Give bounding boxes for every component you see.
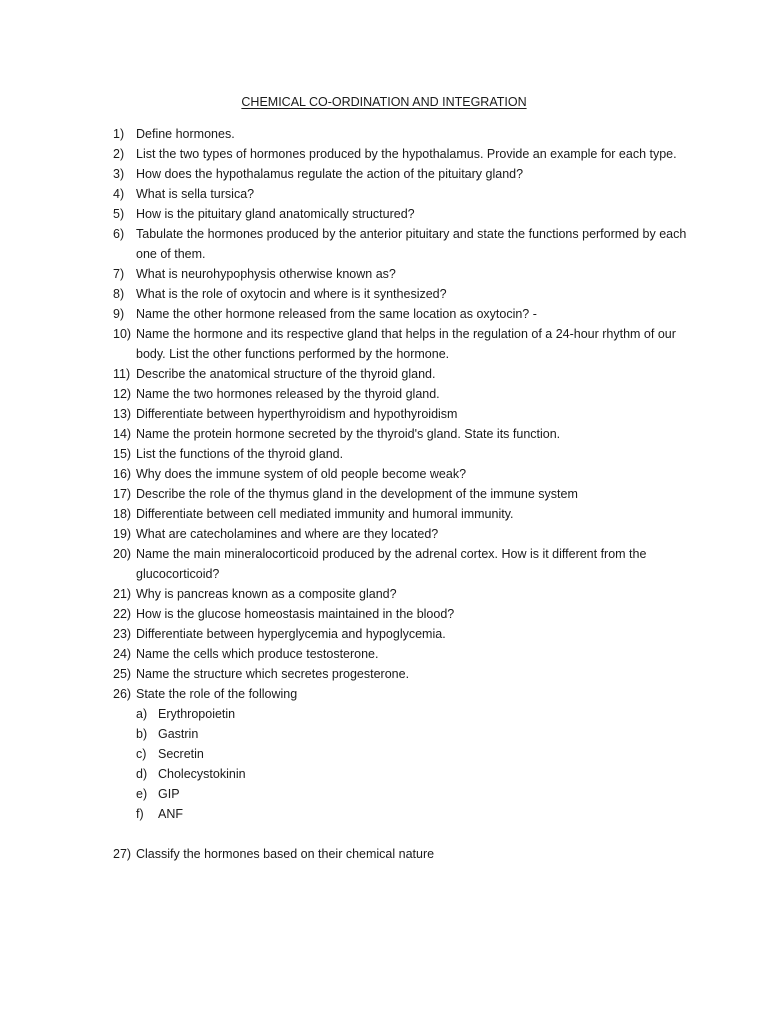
question-item [113,624,693,644]
question-item [113,364,693,384]
question-number: 3) [113,167,125,181]
question-text: Name the other hormone released from the same location as oxytocin? - [136,307,537,321]
question-number: 8) [113,287,125,301]
question-item [113,844,693,864]
question-number: 1) [113,127,125,141]
sub-item [136,704,693,724]
question-item [113,604,693,624]
question-item [113,324,693,364]
question-text: How is the pituitary gland anatomically structured? [136,207,415,221]
question-number: 15) [113,447,132,461]
question-text: Tabulate the hormones produced by the anterior pituitary and state the functions performed by each one of them. [136,227,687,261]
question-number: 21) [113,587,132,601]
question-text: Name the protein hormone secreted by the thyroid's gland. State its function. [136,427,561,441]
sub-item [136,744,693,764]
question-text: What is sella tursica? [136,187,255,201]
question-text: Name the structure which secretes progesterone. [136,667,410,681]
sub-item-letter: a) [136,707,148,721]
page-title-text: CHEMICAL CO-ORDINATION AND INTEGRATION [241,95,527,109]
question-text: Name the main mineralocorticoid produced by the adrenal cortex. How is it different from the glucocorticoid? [136,547,647,581]
question-number: 19) [113,527,132,541]
question-number: 18) [113,507,132,521]
question-text: Name the hormone and its respective gland that helps in the regulation of a 24-hour rhythm of our body. List the other functions performed by the hormone. [136,327,676,361]
question-item [113,204,693,224]
sub-item-text: Secretin [158,747,204,761]
question-number: 27) [113,847,132,861]
question-number: 9) [113,307,125,321]
question-text: How is the glucose homeostasis maintained in the blood? [136,607,455,621]
question-number: 14) [113,427,132,441]
sub-item-text: GIP [158,787,180,801]
question-item [113,484,693,504]
sub-item-letter: f) [136,807,144,821]
question-number: 25) [113,667,132,681]
question-text: Why does the immune system of old people become weak? [136,467,467,481]
question-number: 17) [113,487,132,501]
question-item [113,544,693,584]
question-item [113,584,693,604]
question-text: State the role of the following [136,687,298,701]
question-text: Describe the role of the thymus gland in the development of the immune system [136,487,578,501]
question-text: Why is pancreas known as a composite gland? [136,587,397,601]
question-list [113,124,693,864]
question-item [113,644,693,664]
question-text: What is the role of oxytocin and where is it synthesized? [136,287,447,301]
question-number: 7) [113,267,125,281]
question-text: What is neurohypophysis otherwise known as? [136,267,396,281]
question-text: Describe the anatomical structure of the thyroid gland. [136,367,436,381]
sub-item-text: ANF [158,807,183,821]
question-item [113,404,693,424]
question-item [113,184,693,204]
question-number: 24) [113,647,132,661]
sub-item [136,764,693,784]
sub-item-text: Gastrin [158,727,199,741]
question-item [113,664,693,684]
question-text: Differentiate between hyperthyroidism and hypothyroidism [136,407,458,421]
question-item [113,284,693,304]
question-number: 12) [113,387,132,401]
sub-item [136,724,693,744]
question-number: 10) [113,327,132,341]
question-item [113,504,693,524]
question-item [113,304,693,324]
sub-item-letter: d) [136,767,148,781]
sub-item [136,804,693,824]
question-number: 23) [113,627,132,641]
question-number: 5) [113,207,125,221]
question-text: Differentiate between cell mediated immunity and humoral immunity. [136,507,514,521]
question-number: 26) [113,687,132,701]
page-title [0,93,768,111]
question-item [113,124,693,144]
question-text: Name the cells which produce testosterone. [136,647,379,661]
question-item [113,144,693,164]
question-item [113,464,693,484]
question-text: What are catecholamines and where are they located? [136,527,439,541]
question-item [113,264,693,284]
question-item [113,224,693,264]
question-number: 6) [113,227,125,241]
question-item [113,424,693,444]
sub-item [136,784,693,804]
question-number: 16) [113,467,132,481]
question-text: List the two types of hormones produced by the hypothalamus. Provide an example for each type. [136,147,677,161]
question-number: 11) [113,367,131,381]
blank-line [113,824,693,844]
question-item [113,524,693,544]
question-number: 2) [113,147,125,161]
sub-item-text: Erythropoietin [158,707,236,721]
question-number: 20) [113,547,132,561]
question-text: Classify the hormones based on their chemical nature [136,847,435,861]
question-text: Name the two hormones released by the thyroid gland. [136,387,440,401]
sub-item-letter: e) [136,787,148,801]
sub-item-list [136,704,693,824]
question-number: 13) [113,407,132,421]
question-item [113,384,693,404]
question-number: 4) [113,187,125,201]
question-item [113,444,693,464]
sub-item-letter: b) [136,727,148,741]
question-text: List the functions of the thyroid gland. [136,447,344,461]
sub-item-text: Cholecystokinin [158,767,246,781]
question-text: Differentiate between hyperglycemia and hypoglycemia. [136,627,446,641]
sub-item-letter: c) [136,747,147,761]
question-text: Define hormones. [136,127,235,141]
question-item [113,164,693,184]
question-item [113,684,693,824]
question-number: 22) [113,607,132,621]
question-text: How does the hypothalamus regulate the action of the pituitary gland? [136,167,524,181]
